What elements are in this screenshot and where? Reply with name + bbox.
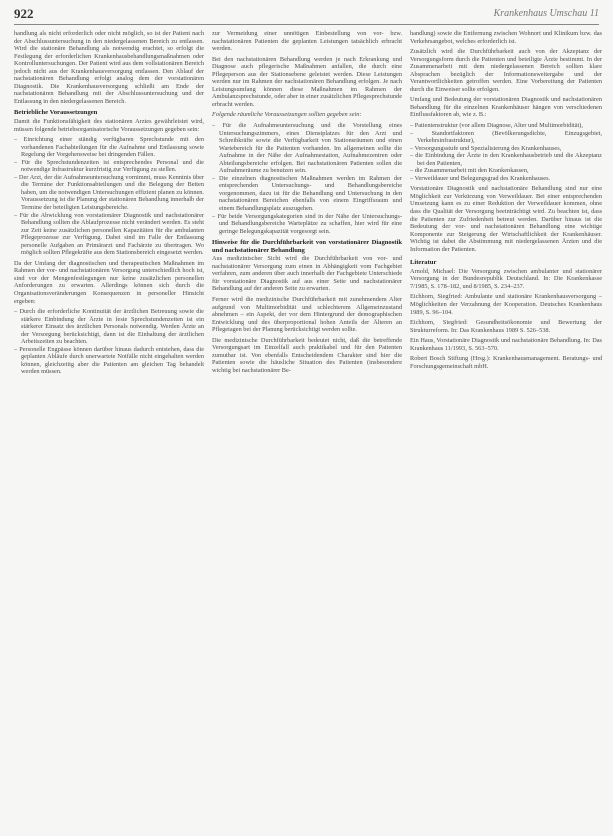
- page-header: [14, 6, 599, 25]
- paragraph: Aus medizinischer Sicht wird die Durchführbarkeit von vor- und nachstationärer Versorgung zum einen in Abhängigkeit vom Fachgebiet verfahren, zum anderen über auch innerhalb der Fachgebiete Unterschiede für vorstationäre Diagnostik auf aus einer Seite und nachstationärer Behandlung auf der anderen Seite zu erwarten.: [212, 255, 402, 293]
- column-1: [14, 30, 204, 828]
- list-item: – Die einzelnen diagnostischen Maßnahmen werden im Rahmen der entsprechenden Untersuchungs- und Behandlungsbereiche vorgenommen, dazu ist für die Behandlung und Untersuchung in den nachstationären Bereichen ebenfalls von einem Eingriffsraum und einem Behandlungsplatz auszugehen.: [212, 175, 402, 213]
- running-head: Krankenhaus Umschau 11: [493, 8, 599, 19]
- bullet-list: [212, 122, 402, 235]
- literature-entry: Arnold, Michael: Die Versorgung zwischen ambulanter und stationärer Versorgung in der Bundesrepublik Deutschland. In: Die Krankenkasse 7/1985, S. 178–182, und 8/1985, S. 234–237.: [410, 267, 602, 290]
- section-heading: Betriebliche Voraussetzungen: [14, 109, 98, 117]
- paragraph: Vorstationäre Diagnostik und nachstationäre Behandlung sind nur eine Möglichkeit zur Verkürzung von Verweildauer. Bei einer entsprechenden Umsetzung kann es zu einer Reduktion der Verweildauer kommen, ohne dass die Qualität der Versorgung beeinträchtigt wird. Zu beachten ist, dass die Patienten zur Zufriedenheit betreut werden. Darüber hinaus ist die Bedeutung der vor- und nachstationären Behandlung eine wichtige Komponente zur Steigerung der Wirtschaftlichkeit der Krankenhäuser. Wichtig ist dabei die Abstimmung mit niedergelassenen Ärzten und die Information der Patienten.: [410, 185, 602, 253]
- bullet-list: [410, 122, 602, 182]
- paragraph: Umfang und Bedeutung der vorstationären Diagnostik und nachstationären Behandlung für die einzelnen Krankenhäuser hängen von verschiedenen Einflussfaktoren ab, wie z. B.:: [410, 96, 602, 119]
- paragraph: Damit die Funktionsfähigkeit des stationären Arztes gewährleistet wird, müssen folgende betriebsorganisatorische Voraussetzungen gegeben sein:: [14, 117, 204, 133]
- column-2: [212, 30, 402, 828]
- paragraph: Die medizinische Durchführbarkeit bedeutet nicht, daß die betreffende Versorgungsart im Einzelfall auch praktikabel und für den Patienten zumutbar ist. Von ebenfalls Entscheidendem Charakter sind hier die Patienten sowie die häusliche Situation des Patienten (insbesondere wichtig bei nachstationärer Be-: [212, 336, 402, 374]
- list-item: – Standortfaktoren (Bevölkerungsdichte, Einzugsgebiet, Verkehrsinfrastruktur),: [410, 130, 602, 145]
- list-item: – Verweildauer und Belegungsgrad des Krankenhauses.: [410, 175, 602, 183]
- list-item: – Für die Abwicklung von vorstationärer Diagnostik und nachstationärer Behandlung sollten die Ablaufprozesse nicht verändert werden. Es steht zur Zeit keine zusätzlichen personellen Kapazitäten für die ambulanten Pflegeprozesse zur Verfügung. Dabei sind im Falle der Entlassung personelle Aufgaben an Primärarzt und Fachärzte zu übertragen. Wo möglich sollten Pflegekräfte aus dem Stationsbereich eingesetzt werden.: [14, 212, 204, 257]
- paragraph: Zusätzlich wird die Durchführbarkeit auch von der Akzeptanz der Versorgungsform durch die Patienten und beteiligte Ärzte bestimmt. In der Zusammenarbeit mit dem niedergelassenen Bereich sollten klare Absprachen bezüglich der Informationsweitergabe und der Verantwortlichkeiten getroffen werden. Eine Vorbereitung der Patienten durch die Einweiser sollte erfolgen.: [410, 48, 602, 93]
- column-3: [410, 30, 602, 828]
- page-number: 922: [14, 6, 34, 21]
- literature-heading: Literatur: [410, 259, 437, 267]
- paragraph: Ferner wird die medizinische Durchführbarkeit mit zunehmendem Alter aufgrund von Multimorbidität und schlechterem Allgemeinzustand abnehmen – ein Aspekt, der vor dem Hintergrund der demographischen Entwicklung und des überproportional hohen Anteils der Älteren an Pflegetagen bei der Planung berücksichtigt werden sollte.: [212, 295, 402, 334]
- list-item: – Durch die erforderliche Kontinuität der ärztlichen Betreuung sowie die stärkere Einbindung der Ärzte in feste Sprechstundenzeiten ist ein stärkerer Einsatz des ärztlichen Personals notwendig. Werden Ärzte an der Versorgung berücksichtigt, dann ist die Einhaltung der ärztlichen Arbeitszeiten zu beachten.: [14, 308, 204, 346]
- section-heading: Hinweise für die Durchführbarkeit von vorstationärer Diagnostik und nachstationärer Behandlung: [212, 239, 402, 254]
- literature-entry: Eichhorn, Siegfried: Ambulante und stationäre Krankenhausversorgung – Möglichkeiten der Verzahnung der Kooperation. Deutsches Krankenhaus 1989, S. 96–104.: [410, 293, 602, 316]
- literature-entry: Eichhorn, Siegfried: Gesundheitsökonomie und Bewertung der Strukturreform. In: Das Krankenhaus 1989 S. 526–538.: [410, 319, 602, 334]
- list-item: – Der Arzt, der die Aufnahmeuntersuchung vornimmt, muss Kenntnis über die Termine der Funktionsabteilungen und die Belegung der Betten haben, um die notwendigen Untersuchungen effizient planen zu können. Voraussetzung ist die Planung der stationären Behandlung innerhalb der Termine der beteiligten Leistungsbereiche.: [14, 174, 204, 212]
- list-item: – Personelle Engpässe können darüber hinaus dadurch entstehen, dass die geplanten Abläufe durch unerwartete Notfälle nicht eingehalten werden können, gleichzeitig aber die Patienten am gleichen Tag behandelt werden müssen.: [14, 346, 204, 376]
- list-item: – Für die Aufnahmeuntersuchung und die Vorstellung eines Untersuchungszimmers, eines Dienstplatzes für den Arzt und Schreibkräfte sowie die Verfügbarkeit von Stationsräumen und einen Wartebereich für die Patienten vorhanden. Im allgemeinen sollte die Aufnahme in der Nähe der Aufnahmestation, Aufnahmezentren oder Abteilungsbereiche erfolgen. Bei nachstationären Patienten sollen die Aufnahmeräume zu benutzen sein.: [212, 122, 402, 175]
- list-item: – Versorgungsstufe und Spezialisierung des Krankenhauses,: [410, 145, 602, 153]
- paragraph: Da der Umfang der diagnostischen und therapeutischen Maßnahmen im Rahmen der vor- und nachstationären Versorgung unterschiedlich hoch ist, sind vor der Mengenfestlegungen nur keine zusätzlichen personellen Anforderungen zu erwarten. Allerdings können sich durch die Organisationsveränderungen Konsequenzen in personeller Hinsicht ergeben:: [14, 259, 204, 305]
- literature-list: [410, 268, 602, 371]
- paragraph: Folgende räumliche Voraussetzungen sollten gegeben sein:: [212, 111, 362, 119]
- list-item: – Für beide Versorgungskategorien sind in der Nähe der Untersuchungs- und Behandlungsbereiche Warteplätze zu schaffen, hier wird für eine geringe Belegungskapazität vorgesorgt sein.: [212, 213, 402, 236]
- list-item: – die Einbindung der Ärzte in den Krankenhausbetrieb und die Akzeptanz bei den Patienten,: [410, 152, 602, 167]
- list-item: – Einrichtung einer ständig verfügbaren Sprechstunde mit den vorhandenen Fachabteilungen für die Aufnahme und Entlassung sowie Regelung der Vorgehensweise bei dringenden Fällen.: [14, 136, 204, 159]
- literature-entry: Robert Bosch Stiftung (Hrsg.): Krankenhausmanagement. Beratungs- und Forschungsgemeinschaft mbH.: [410, 355, 602, 370]
- paragraph: Bei den nachstationären Behandlung werden je nach Erkrankung und Diagnose auch pflegerische Maßnahmen anfallen, die durch eine Pflegeperson aus der Stationsebene geleistet werden. Diese Leistungen werden nur im Rahmen der nachstationären Behandlung erfolgen. Je nach Leistungsumfang können diese Maßnahmen im Rahmen der Ambulanzsprechstunde, oder aber in einer zusätzlichen Pflegesprechstunde erbracht werden.: [212, 55, 402, 108]
- paragraph: zur Vermeidung einer unnötigen Einbestellung von vor- bzw. nachstationären Patienten die geplanten Leistungen tatsächlich erbracht werden.: [212, 30, 402, 53]
- literature-entry: Ein Haus, Vorstationäre Diagnostik und nachstationäre Behandlung. In: Das Krankenhaus 11/1993, S. 563–570.: [410, 337, 602, 352]
- paragraph: handlung) sowie die Entfernung zwischen Wohnort und Klinikum bzw. das Verkehrsangebot, welches erforderlich ist.: [410, 30, 602, 45]
- list-item: – Für die Sprechstundenzeiten ist entsprechendes Personal und die notwendige Infrastruktur kurzfristig zur Verfügung zu stellen.: [14, 159, 204, 174]
- bullet-list: [14, 136, 204, 257]
- paragraph: handlung als nicht erforderlich oder nicht möglich, so ist der Patient nach der Abschlussuntersuchung in den niedergelassenen Bereich zu entlassen. Wird die stationäre Behandlung als notwendig erachtet, so erfolgt die Festlegung der erforderlichen Krankenhausbehandlungsmaßnahmen oder Kontrolluntersuchungen. Der Patient wird aus dem vollstationären Bereich jedoch nicht aus der Krankenhausversorgung entlassen. Den Ablauf der nachstationären Behandlung erfolgt analog dem der vorstationären Diagnostik. Die Krankenhausversorgung schließt am Ende der nachstationären Behandlung mit der Abschlussuntersuchung und der Entlassung in den niedergelassenen Bereich.: [14, 30, 204, 105]
- list-item: – die Zusammenarbeit mit den Krankenkassen,: [410, 167, 602, 175]
- bullet-list: [14, 308, 204, 376]
- list-item: – Patientenstruktur (vor allem Diagnose, Alter und Multimorbidität),: [410, 122, 602, 130]
